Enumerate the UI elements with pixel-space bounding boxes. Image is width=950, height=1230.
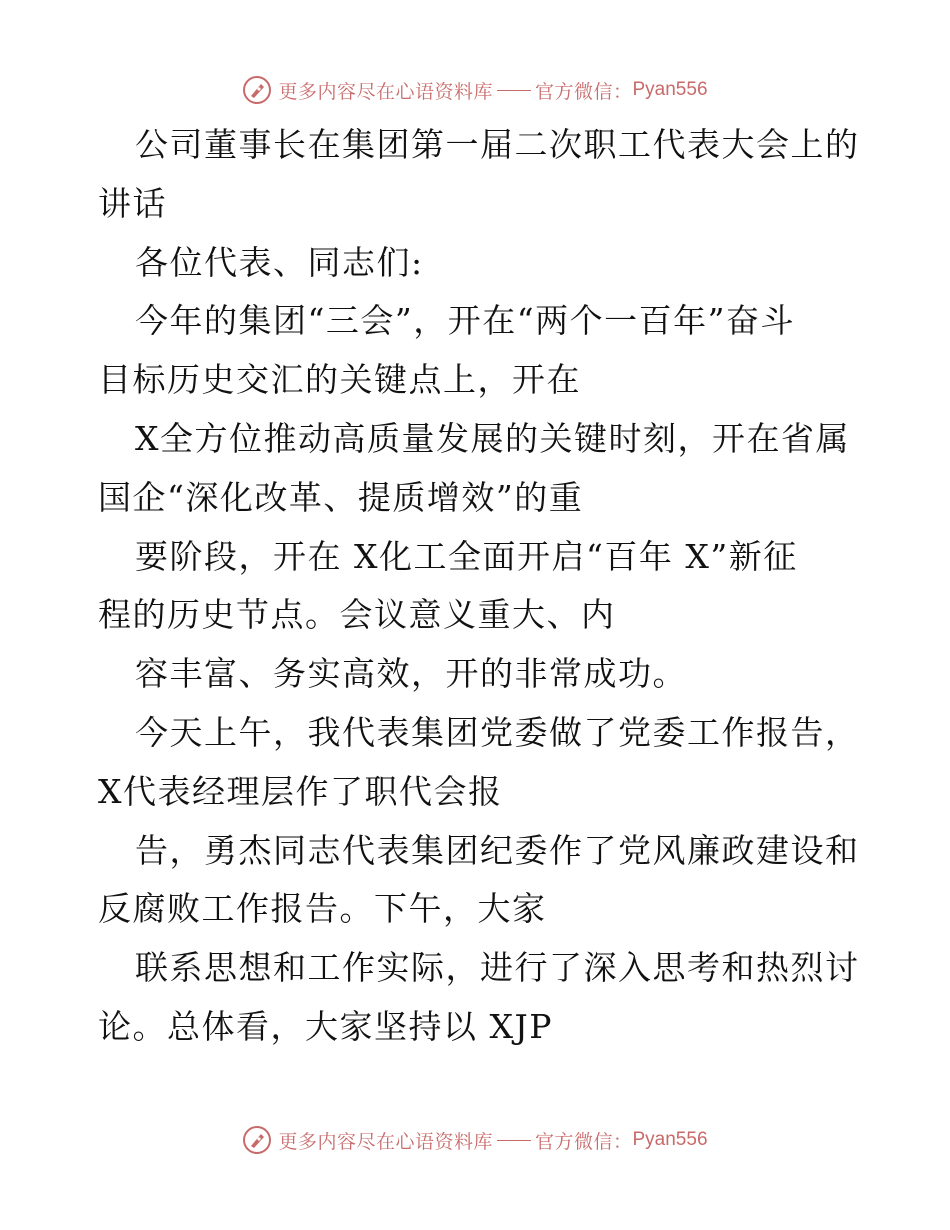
watermark-wechat-id: Pyan556 — [632, 79, 708, 100]
text-line: 程的历史节点。会议意义重大、内 — [98, 595, 616, 635]
watermark-main-text: 更多内容尽在心语资料库 — [278, 1130, 493, 1153]
watermark-wechat-id: Pyan556 — [632, 1129, 708, 1150]
watermark-main-text: 更多内容尽在心语资料库 — [278, 80, 493, 103]
header-watermark — [0, 72, 950, 108]
document-body — [98, 116, 858, 1057]
pen-nib-logo-icon — [242, 75, 272, 105]
text-line: 目标历史交汇的关键点上，开在 — [98, 360, 581, 400]
text-line: 联系思想和工作实际，进行了深入思考和热烈讨 — [135, 948, 860, 988]
pen-nib-logo-icon — [242, 1125, 272, 1155]
watermark-sub-text: 官方微信： — [534, 1130, 633, 1153]
text-line: 反腐败工作报告。下午，大家 — [98, 889, 547, 929]
text-line: 容丰富、务实高效，开的非常成功。 — [135, 654, 687, 694]
text-line: 公司董事长在集团第一届二次职工代表大会上的 — [135, 125, 860, 164]
text-line: 论。总体看，大家坚持以 XJP — [98, 1006, 553, 1046]
text-line: 国企“深化改革、提质增效”的重 — [98, 477, 584, 517]
footer-watermark — [0, 1122, 950, 1158]
watermark-dash — [497, 1140, 531, 1141]
text-line: X全方位推动高质量发展的关键时刻，开在省属 — [135, 418, 850, 458]
text-line: 今天上午，我代表集团党委做了党委工作报告， — [135, 712, 860, 752]
text-line: 讲话 — [98, 183, 167, 223]
text-line: 各位代表、同志们: — [135, 242, 424, 282]
watermark-dash — [497, 90, 531, 91]
text-line: 告，勇杰同志代表集团纪委作了党风廉政建设和 — [135, 830, 860, 870]
text-line: 今年的集团“三会”，开在“两个一百年”奋斗 — [135, 301, 795, 341]
watermark-sub-text: 官方微信： — [534, 80, 633, 103]
text-line: 要阶段，开在 X化工全面开启“百年 X”新征 — [135, 536, 798, 576]
text-line: X代表经理层作了职代会报 — [98, 771, 503, 811]
